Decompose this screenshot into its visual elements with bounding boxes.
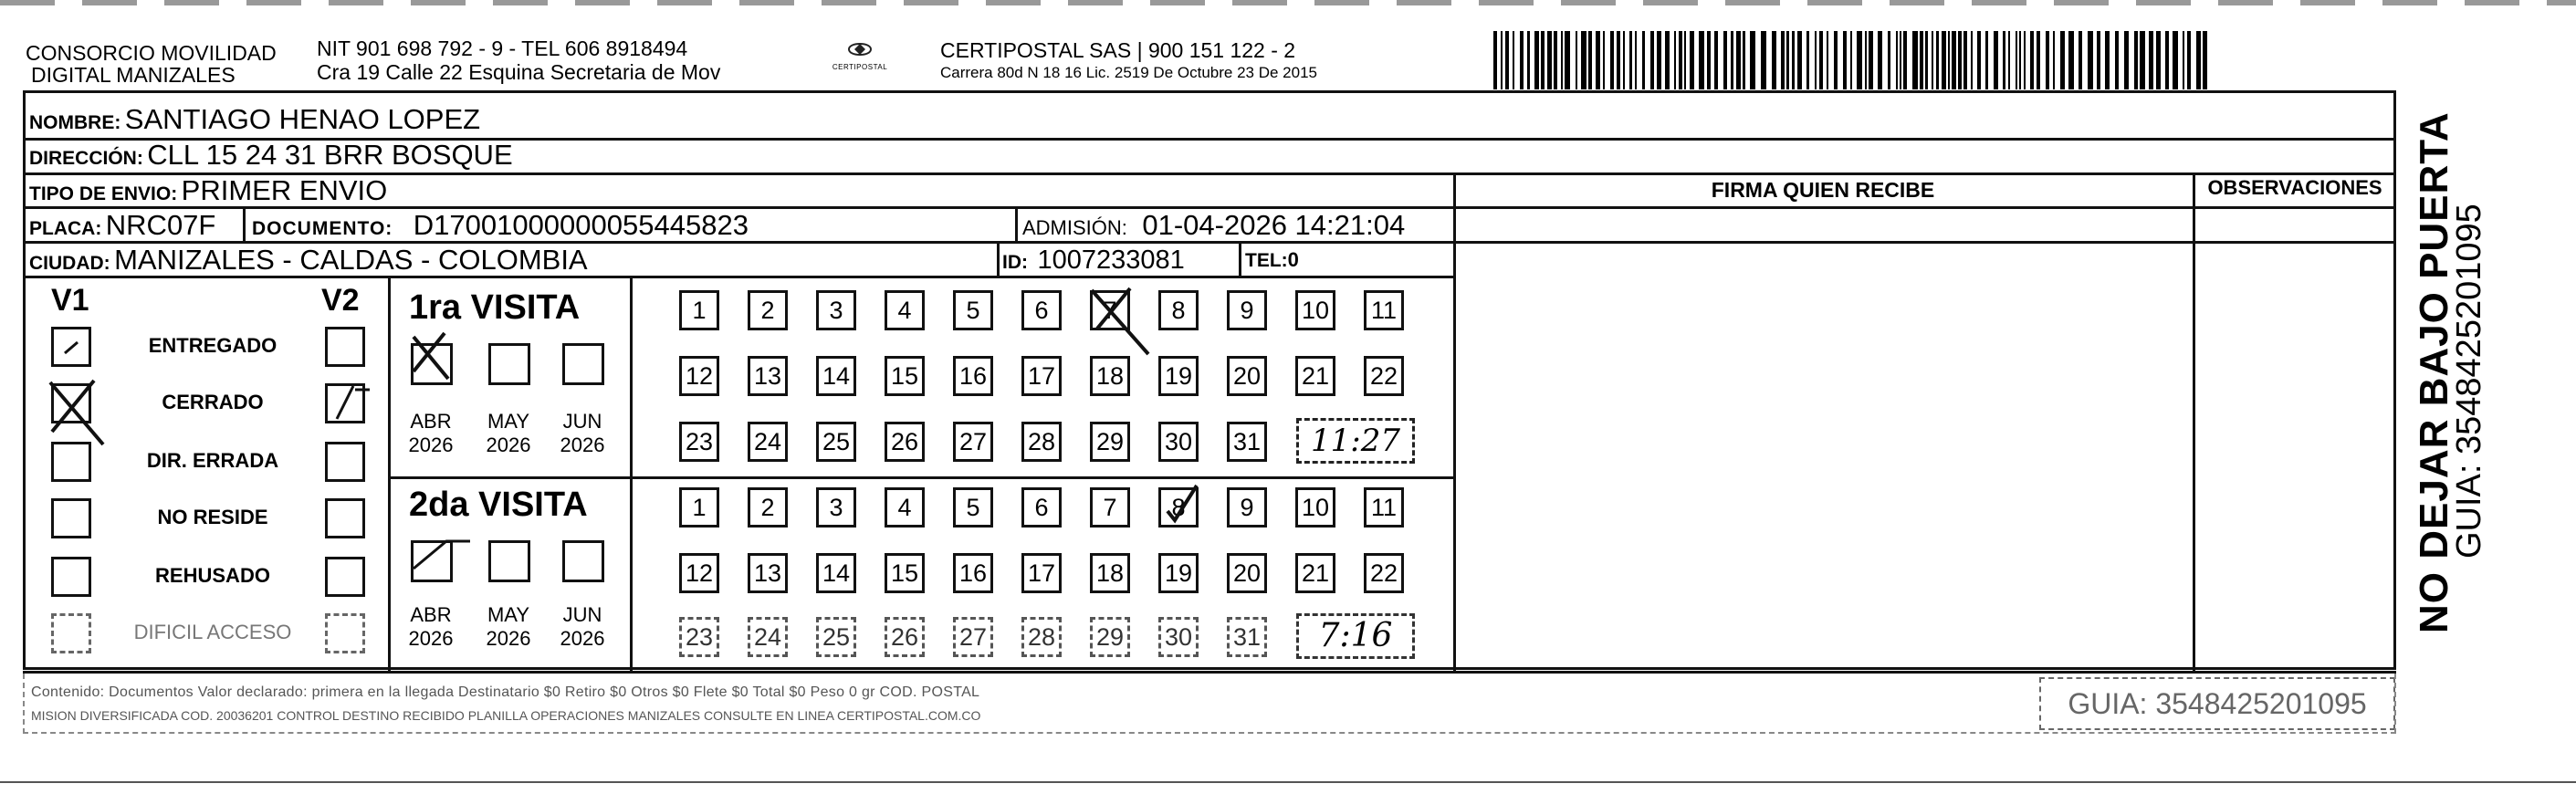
barcode-bar [2016, 31, 2017, 89]
barcode-bar [2134, 31, 2138, 89]
day-checkbox[interactable]: 20 [1227, 356, 1267, 396]
barcode-bar [1541, 31, 1545, 89]
barcode-bar [1797, 31, 1802, 89]
barcode-bar [1834, 31, 1838, 89]
day-checkbox[interactable]: 20 [1227, 553, 1267, 593]
barcode-bar [1865, 31, 1867, 89]
day-checkbox[interactable]: 19 [1158, 553, 1199, 593]
barcode-bar [1650, 31, 1654, 89]
day-checkbox[interactable]: 7 [1090, 290, 1130, 330]
day-checkbox[interactable]: 10 [1295, 290, 1335, 330]
barcode-bar [1493, 31, 1497, 89]
signature-area[interactable] [1457, 209, 2191, 669]
tel-label: TEL: [1245, 250, 1288, 271]
day-checkbox[interactable]: 26 [885, 422, 925, 462]
courier-info: CERTIPOSTAL SAS | 900 151 122 - 2 Carrera 80d N 18 16 Lic. 2519 De Octubre 23 De 2015 [940, 38, 1317, 81]
barcode-bar [1781, 31, 1785, 89]
barcode-bar [1665, 31, 1670, 89]
v1-checkbox[interactable] [51, 498, 91, 538]
status-option-label: REHUSADO [155, 564, 270, 587]
day-checkbox[interactable]: 19 [1158, 356, 1199, 396]
v1-checkbox[interactable] [51, 613, 91, 653]
year-label: 2026 [560, 434, 605, 456]
barcode-bar [1513, 31, 1514, 89]
barcode-bar [1596, 31, 1600, 89]
day-checkbox[interactable]: 16 [953, 553, 993, 593]
barcode-bar [1629, 31, 1632, 89]
status-option-label: CERRADO [162, 391, 264, 413]
day-checkbox[interactable]: 3 [816, 290, 856, 330]
id-field [1002, 246, 1185, 276]
year-label: 2026 [486, 434, 531, 456]
day-checkbox[interactable]: 16 [953, 356, 993, 396]
paper-bottom-edge [0, 781, 2576, 783]
barcode-bar [1761, 31, 1766, 89]
v1-label: V1 [51, 283, 89, 318]
barcode-bar [1554, 31, 1557, 89]
barcode-bar [1736, 31, 1741, 89]
barcode-bar [1679, 31, 1682, 89]
second-visit-title: 2da VISITA [409, 486, 588, 524]
barcode-bar [1588, 31, 1592, 89]
month-label: MAY [487, 410, 530, 433]
day-checkbox[interactable]: 14 [816, 553, 856, 593]
barcode-bar [2115, 31, 2119, 89]
month-label: ABR [410, 410, 452, 433]
v2-checkbox[interactable] [325, 327, 365, 367]
courier-logo: CERTIPOSTAL [823, 38, 896, 71]
day-checkbox[interactable]: 17 [1021, 356, 1062, 396]
day-checkbox[interactable]: 29 [1090, 422, 1130, 462]
barcode-bar [1527, 31, 1530, 89]
v1-checkbox[interactable] [51, 383, 91, 423]
day-checkbox[interactable]: 6 [1021, 487, 1062, 528]
month-checkbox[interactable] [411, 343, 453, 385]
barcode-bar [2124, 31, 2129, 89]
day-checkbox[interactable]: 27 [953, 617, 993, 657]
document-label: DOCUMENTO: [252, 218, 393, 239]
day-checkbox[interactable]: 29 [1090, 617, 1130, 657]
barcode-bar [1900, 31, 1901, 89]
barcode-bar [1888, 31, 1890, 89]
tel-value: 0 [1287, 248, 1299, 271]
day-checkbox[interactable]: 30 [1158, 422, 1199, 462]
year-label: 2026 [408, 627, 454, 650]
first-visit-time: 11:27 [1296, 418, 1415, 464]
day-checkbox[interactable]: 21 [1295, 356, 1335, 396]
day-checkbox[interactable]: 1 [679, 290, 719, 330]
barcode-bar [1561, 31, 1563, 89]
barcode-bar [2187, 31, 2191, 89]
tick-mark-icon [54, 329, 89, 364]
barcode-bar [1925, 31, 1928, 89]
day-checkbox[interactable]: 28 [1021, 617, 1062, 657]
day-checkbox[interactable]: 15 [885, 553, 925, 593]
barcode-bar [1520, 31, 1524, 89]
plate-field [29, 209, 215, 242]
barcode-bar [1948, 31, 1950, 89]
day-checkbox[interactable]: 6 [1021, 290, 1062, 330]
day-checkbox[interactable]: 3 [816, 487, 856, 528]
company-name: CONSORCIO MOVILIDAD DIGITAL MANIZALES [26, 41, 277, 87]
day-checkbox[interactable]: 30 [1158, 617, 1199, 657]
year-label: 2026 [560, 627, 605, 650]
signature-header: FIRMA QUIEN RECIBE [1711, 178, 1935, 202]
footer-guide-box: GUIA: 3548425201095 [2039, 677, 2395, 730]
day-checkbox[interactable]: 31 [1227, 422, 1267, 462]
barcode-bar [1635, 31, 1637, 89]
day-checkbox[interactable]: 12 [679, 553, 719, 593]
shipping-row [29, 174, 387, 207]
day-checkbox[interactable]: 9 [1227, 290, 1267, 330]
barcode-bar [1985, 31, 1988, 89]
barcode-bar [2203, 31, 2207, 89]
document-value: D17001000000055445823 [413, 209, 749, 241]
city-value: MANIZALES - CALDAS - COLOMBIA [114, 244, 588, 276]
barcode-bar [1843, 31, 1847, 89]
v1-checkbox[interactable] [51, 442, 91, 482]
barcode-bar [1977, 31, 1981, 89]
status-option-label: DIR. ERRADA [146, 449, 279, 472]
document-field [252, 209, 749, 242]
v2-checkbox[interactable] [325, 442, 365, 482]
barcode-bar [2088, 31, 2093, 89]
v2-label: V2 [321, 283, 360, 318]
barcode-bar [1942, 31, 1946, 89]
barcode-bar [1610, 31, 1614, 89]
day-checkbox[interactable]: 13 [748, 553, 788, 593]
barcode-bar [1896, 31, 1898, 89]
side-guide: GUIA: 3548425201095 [2450, 204, 2488, 559]
month-checkbox[interactable] [562, 343, 604, 385]
barcode-bar [1792, 31, 1795, 89]
barcode-bar [1815, 31, 1817, 89]
footer-frame [23, 674, 2396, 734]
day-checkbox[interactable]: 17 [1021, 553, 1062, 593]
address-row [29, 139, 513, 172]
barcode-bar [1869, 31, 1873, 89]
barcode-bar [1690, 31, 1694, 89]
courier-logo-icon [842, 38, 878, 60]
barcode-bar [2046, 31, 2049, 89]
month-checkbox[interactable] [562, 540, 604, 582]
day-checkbox[interactable]: 28 [1021, 422, 1062, 462]
month-label: JUN [562, 410, 602, 433]
barcode-bar [2196, 31, 2201, 89]
city-field [29, 244, 588, 277]
barcode-bar [2008, 31, 2010, 89]
day-checkbox[interactable]: 21 [1295, 553, 1335, 593]
day-checkbox[interactable]: 2 [748, 290, 788, 330]
barcode-bar [2024, 31, 2026, 89]
barcode-bar [1936, 31, 1939, 89]
barcode-bar [1617, 31, 1620, 89]
barcode-bar [1920, 31, 1923, 89]
address-label: DIRECCIÓN: [29, 148, 143, 169]
v2-checkbox[interactable] [325, 557, 365, 597]
observations-header: OBSERVACIONES [2207, 176, 2382, 199]
address-value: CLL 15 24 31 BRR BOSQUE [147, 139, 513, 171]
v2-checkbox[interactable] [325, 613, 365, 653]
barcode-bar [1505, 31, 1509, 89]
footer-line2: MISION DIVERSIFICADA COD. 20036201 CONTROL DESTINO RECIBIDO PLANILLA OPERACIONES MANIZALES CONSULTE EN LINEA CERTIPOSTAL.COM.CO [31, 708, 981, 723]
barcode-bar [1857, 31, 1862, 89]
barcode-bar [1958, 31, 1962, 89]
footer-line1: Contenido: Documentos Valor declarado: primera en la llegada Destinatario $0 Retiro $0 Otros $0 Flete $0 Total $0 Peso 0 gr COD. POSTAL [31, 684, 980, 700]
barcode-bar [2019, 31, 2021, 89]
plate-value: NRC07F [105, 209, 216, 241]
v2-checkbox[interactable] [325, 498, 365, 538]
year-label: 2026 [486, 627, 531, 650]
side-warning: NO DEJAR BAJO PUERTA [2412, 111, 2456, 633]
month-label: MAY [487, 603, 530, 626]
barcode-bar [2140, 31, 2145, 89]
check-mark-icon [1160, 484, 1206, 534]
barcode-bar [2053, 31, 2055, 89]
barcode-bar [2105, 31, 2110, 89]
day-checkbox[interactable]: 25 [816, 617, 856, 657]
barcode-bar [1819, 31, 1823, 89]
day-checkbox[interactable]: 24 [748, 617, 788, 657]
barcode-bar [1750, 31, 1755, 89]
status-option-label: NO RESIDE [157, 506, 268, 528]
barcode-bar [1603, 31, 1605, 89]
day-checkbox[interactable]: 31 [1227, 617, 1267, 657]
month-checkbox[interactable] [488, 343, 530, 385]
day-checkbox[interactable]: 23 [679, 617, 719, 657]
barcode-bar [2060, 31, 2065, 89]
barcode-bar [1657, 31, 1661, 89]
month-label: ABR [410, 603, 452, 626]
barcode-bar [1912, 31, 1918, 89]
name-value: SANTIAGO HENAO LOPEZ [124, 103, 481, 135]
barcode-bar [1806, 31, 1809, 89]
day-checkbox[interactable]: 18 [1090, 356, 1130, 396]
barcode-bar [2079, 31, 2082, 89]
day-checkbox[interactable]: 12 [679, 356, 719, 396]
day-checkbox[interactable]: 22 [1364, 356, 1404, 396]
barcode-bar [1576, 31, 1577, 89]
day-checkbox[interactable]: 7 [1090, 487, 1130, 528]
id-value: 1007233081 [1037, 246, 1185, 275]
barcode-bar [1903, 31, 1907, 89]
day-checkbox[interactable]: 18 [1090, 553, 1130, 593]
barcode-bar [1623, 31, 1625, 89]
first-visit-title: 1ra VISITA [409, 288, 581, 327]
day-checkbox[interactable]: 13 [748, 356, 788, 396]
barcode-bar [1501, 31, 1503, 89]
cross-mark-icon [408, 331, 450, 373]
barcode-bar [2030, 31, 2034, 89]
day-checkbox[interactable]: 26 [885, 617, 925, 657]
day-checkbox[interactable]: 4 [885, 290, 925, 330]
barcode-bar [1707, 31, 1711, 89]
day-checkbox[interactable]: 5 [953, 290, 993, 330]
barcode-bar [1743, 31, 1745, 89]
barcode-bar [1850, 31, 1852, 89]
status-option-label: DIFICIL ACCESO [133, 621, 292, 643]
id-label: ID: [1002, 252, 1028, 273]
day-checkbox[interactable]: 11 [1364, 487, 1404, 528]
day-checkbox[interactable]: 10 [1295, 487, 1335, 528]
month-label: JUN [562, 603, 602, 626]
day-checkbox[interactable]: 8 [1158, 290, 1199, 330]
tel-field [1245, 248, 1299, 272]
barcode-bar [2037, 31, 2040, 89]
v2-checkbox[interactable] [325, 383, 365, 423]
city-label: CIUDAD: [29, 253, 110, 274]
barcode-bar [1565, 31, 1570, 89]
guide-barcode [1493, 31, 2216, 89]
day-checkbox[interactable]: 8 [1158, 487, 1199, 528]
check-mark-icon [410, 534, 452, 576]
admission-field [1022, 209, 1405, 242]
day-checkbox[interactable]: 5 [953, 487, 993, 528]
barcode-bar [1963, 31, 1967, 89]
v1-checkbox[interactable] [51, 327, 91, 367]
barcode-bar [1827, 31, 1828, 89]
barcode-bar [1952, 31, 1956, 89]
name-row [29, 103, 480, 136]
barcode-bar [1547, 31, 1552, 89]
barcode-bar [2003, 31, 2005, 89]
barcode-bar [1731, 31, 1733, 89]
day-checkbox[interactable]: 22 [1364, 553, 1404, 593]
day-checkbox[interactable]: 2 [748, 487, 788, 528]
barcode-bar [2097, 31, 2100, 89]
barcode-bar [1674, 31, 1676, 89]
barcode-bar [1699, 31, 1704, 89]
barcode-bar [1786, 31, 1789, 89]
month-checkbox[interactable] [411, 540, 453, 582]
plate-label: PLACA: [29, 218, 102, 239]
admission-label: ADMISIÓN: [1022, 216, 1127, 239]
slash-mark-icon [328, 386, 364, 423]
barcode-bar [2068, 31, 2074, 89]
barcode-bar [2149, 31, 2153, 89]
day-checkbox[interactable]: 9 [1227, 487, 1267, 528]
barcode-bar [1642, 31, 1645, 89]
day-checkbox[interactable]: 4 [885, 487, 925, 528]
barcode-bar [1723, 31, 1727, 89]
day-checkbox[interactable]: 14 [816, 356, 856, 396]
barcode-bar [1971, 31, 1973, 89]
day-checkbox[interactable]: 1 [679, 487, 719, 528]
name-label: NOMBRE: [29, 112, 121, 133]
year-label: 2026 [408, 434, 454, 456]
day-checkbox[interactable]: 24 [748, 422, 788, 462]
day-checkbox[interactable]: 27 [953, 422, 993, 462]
month-checkbox[interactable] [488, 540, 530, 582]
barcode-bar [2183, 31, 2184, 89]
barcode-bar [1684, 31, 1686, 89]
barcode-bar [2156, 31, 2161, 89]
day-checkbox[interactable]: 25 [816, 422, 856, 462]
barcode-bar [1772, 31, 1776, 89]
shipping-value: PRIMER ENVIO [181, 174, 388, 206]
barcode-bar [1714, 31, 1718, 89]
day-checkbox[interactable]: 15 [885, 356, 925, 396]
v1-checkbox[interactable] [51, 557, 91, 597]
cross-mark-icon [1084, 285, 1157, 362]
shipping-label: TIPO DE ENVIO: [29, 183, 178, 204]
admission-value: 01-04-2026 14:21:04 [1142, 209, 1406, 241]
barcode-bar [1994, 31, 1998, 89]
barcode-bar [1534, 31, 1539, 89]
day-checkbox[interactable]: 23 [679, 422, 719, 462]
barcode-bar [2165, 31, 2169, 89]
second-visit-time: 7:16 [1296, 613, 1415, 659]
barcode-bar [2173, 31, 2178, 89]
observations-area[interactable] [2196, 209, 2393, 669]
paper-top-edge [0, 0, 2576, 5]
company-contact: NIT 901 698 792 - 9 - TEL 606 8918494 Cra 19 Calle 22 Esquina Secretaria de Mov [317, 37, 721, 84]
barcode-bar [1932, 31, 1933, 89]
barcode-bar [1878, 31, 1882, 89]
day-checkbox[interactable]: 11 [1364, 290, 1404, 330]
status-option-label: ENTREGADO [148, 334, 277, 357]
barcode-bar [1581, 31, 1586, 89]
